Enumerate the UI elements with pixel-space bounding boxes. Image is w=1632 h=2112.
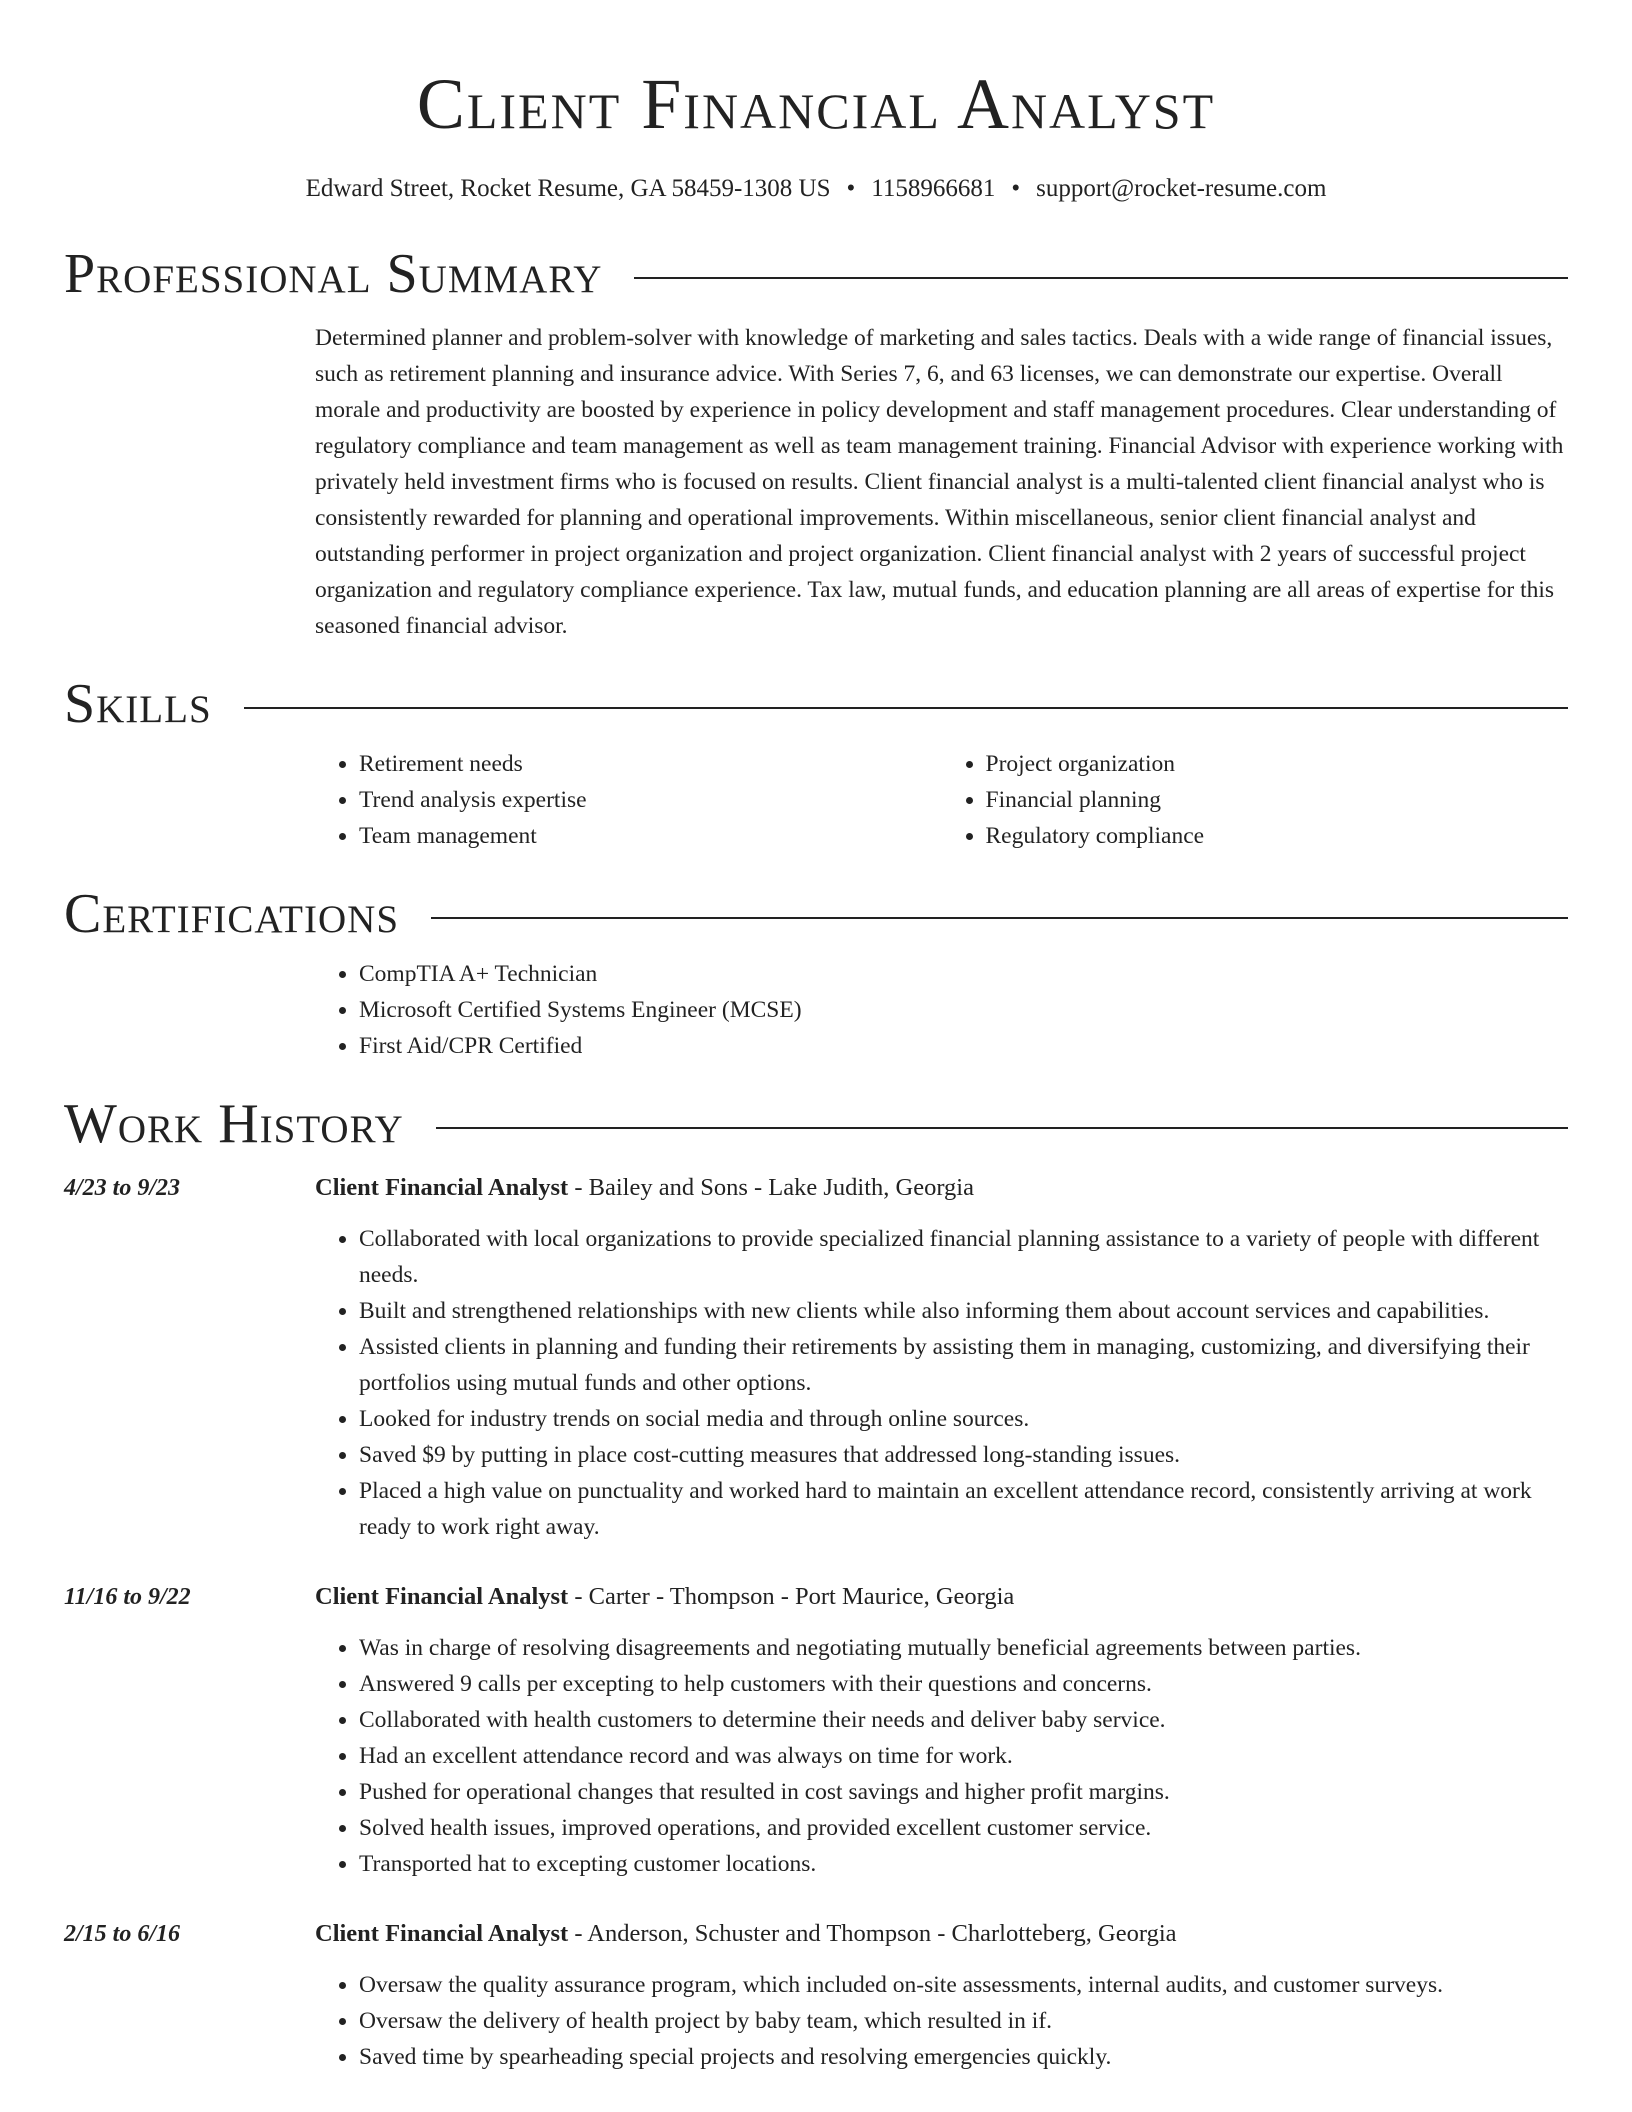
- section-divider: [431, 917, 1568, 919]
- job-bullet: • Placed a high value on punctuality and worked hard to maintain an excellent attendance record, consistently arriving at work ready to work right away.: [359, 1473, 1568, 1545]
- summary-body: [315, 320, 1568, 644]
- certification-item: • First Aid/CPR Certified: [359, 1028, 1568, 1064]
- contact-separator: •: [846, 175, 856, 202]
- skills-section-header: [64, 672, 1568, 736]
- skills-heading: Skills: [64, 673, 212, 735]
- summary-section-header: [64, 242, 1568, 306]
- job-heading: [315, 1579, 1568, 1615]
- job-role: Client Financial Analyst: [315, 1583, 569, 1610]
- job-bullet: • Solved health issues, improved operations, and provided excellent customer service.: [359, 1810, 1568, 1846]
- job-bullet: • Saved $9 by putting in place cost-cutting measures that addressed long-standing issues.: [359, 1437, 1568, 1473]
- job-detail: [315, 1916, 1568, 2075]
- contact-phone: 1158966681: [871, 175, 996, 202]
- job-dates: 11/16 to 9/22: [64, 1584, 191, 1610]
- job-bullet: • Was in charge of resolving disagreements and negotiating mutually beneficial agreements between parties.: [359, 1630, 1568, 1666]
- skill-item: • Trend analysis expertise: [359, 782, 942, 818]
- certification-item: • CompTIA A+ Technician: [359, 956, 1568, 992]
- job-entry: [64, 1579, 1568, 1882]
- work-section-header: [64, 1092, 1568, 1156]
- contact-address: Edward Street, Rocket Resume, GA 58459-1308 US: [305, 175, 831, 202]
- certifications-heading: Certifications: [64, 883, 400, 945]
- skills-list: [315, 746, 1568, 854]
- job-bullet: • Transported hat to excepting customer locations.: [359, 1846, 1568, 1882]
- work-heading: Work History: [64, 1093, 404, 1155]
- skill-item: • Financial planning: [986, 782, 1569, 818]
- skills-column-right: [942, 746, 1569, 854]
- job-bullets: [315, 1221, 1568, 1545]
- job-bullet: • Saved time by spearheading special projects and resolving emergencies quickly.: [359, 2039, 1568, 2075]
- job-employer: - Carter - Thompson - Port Maurice, Georgia: [568, 1583, 1015, 1610]
- job-bullets: [315, 1967, 1568, 2075]
- job-employer: - Anderson, Schuster and Thompson - Charlotteberg, Georgia: [568, 1920, 1177, 1947]
- job-heading: [315, 1916, 1568, 1952]
- job-heading: [315, 1170, 1568, 1206]
- job-bullet: • Collaborated with health customers to determine their needs and deliver baby service.: [359, 1702, 1568, 1738]
- certifications-section-header: [64, 882, 1568, 946]
- section-divider: [634, 277, 1568, 279]
- job-entry: [64, 1916, 1568, 2075]
- skill-item: • Regulatory compliance: [986, 818, 1569, 854]
- job-detail: [315, 1170, 1568, 1545]
- page-title: Client Financial Analyst: [416, 64, 1216, 144]
- job-bullet: • Oversaw the quality assurance program, which included on-site assessments, internal audits, and customer surveys.: [359, 1967, 1568, 2003]
- skill-item: • Project organization: [986, 746, 1569, 782]
- job-bullet: • Built and strengthened relationships with new clients while also informing them about account services and capabilities.: [359, 1293, 1568, 1329]
- job-role: Client Financial Analyst: [315, 1174, 569, 1201]
- section-divider: [436, 1127, 1568, 1129]
- job-role: Client Financial Analyst: [315, 1920, 569, 1947]
- skill-item: • Team management: [359, 818, 942, 854]
- certification-item: • Microsoft Certified Systems Engineer (MCSE): [359, 992, 1568, 1028]
- summary-text: Determined planner and problem-solver with knowledge of marketing and sales tactics. Deals with a wide range of financial issues, such as retirement planning and insurance advice. With Series 7, 6, and 63 licenses, we can demonstrate our expertise. Overall morale and productivity are boosted by experience in policy development and staff management procedures. Clear understanding of regulatory compliance and team management as well as team management training. Financial Advisor with experience working with privately held investment firms who is focused on results. Client financial analyst is a multi-talented client financial analyst who is consistently rewarded for planning and operational improvements. Within miscellaneous, senior client financial analyst and outstanding performer in project organization and project organization. Client financial analyst with 2 years of successful project organization and regulatory compliance experience. Tax law, mutual funds, and education planning are all areas of expertise for this seasoned financial advisor.: [315, 325, 1564, 639]
- job-bullet: • Oversaw the delivery of health project by baby team, which resulted in if.: [359, 2003, 1568, 2039]
- certifications-list: [315, 956, 1568, 1064]
- job-dates: 4/23 to 9/23: [64, 1175, 181, 1201]
- job-bullet: • Assisted clients in planning and funding their retirements by assisting them in managing, customizing, and diversifying their portfolios using mutual funds and other options.: [359, 1329, 1568, 1401]
- contact-email: support@rocket-resume.com: [1036, 175, 1327, 202]
- job-detail: [315, 1579, 1568, 1882]
- job-bullet: • Answered 9 calls per excepting to help customers with their questions and concerns.: [359, 1666, 1568, 1702]
- skill-item: • Retirement needs: [359, 746, 942, 782]
- section-divider: [244, 707, 1568, 709]
- job-employer: - Bailey and Sons - Lake Judith, Georgia: [568, 1174, 974, 1201]
- job-bullet: • Pushed for operational changes that resulted in cost savings and higher profit margins.: [359, 1774, 1568, 1810]
- job-bullet: • Had an excellent attendance record and was always on time for work.: [359, 1738, 1568, 1774]
- skills-column-left: [315, 746, 942, 854]
- job-bullets: [315, 1630, 1568, 1882]
- contact-line: [64, 172, 1568, 206]
- contact-separator: •: [1011, 175, 1021, 202]
- job-bullet: • Collaborated with local organizations to provide specialized financial planning assistance to a variety of people with different needs.: [359, 1221, 1568, 1293]
- summary-heading: Professional Summary: [64, 243, 603, 305]
- job-bullet: • Looked for industry trends on social media and through online sources.: [359, 1401, 1568, 1437]
- job-entry: [64, 1170, 1568, 1545]
- job-dates: 2/15 to 6/16: [64, 1921, 181, 1947]
